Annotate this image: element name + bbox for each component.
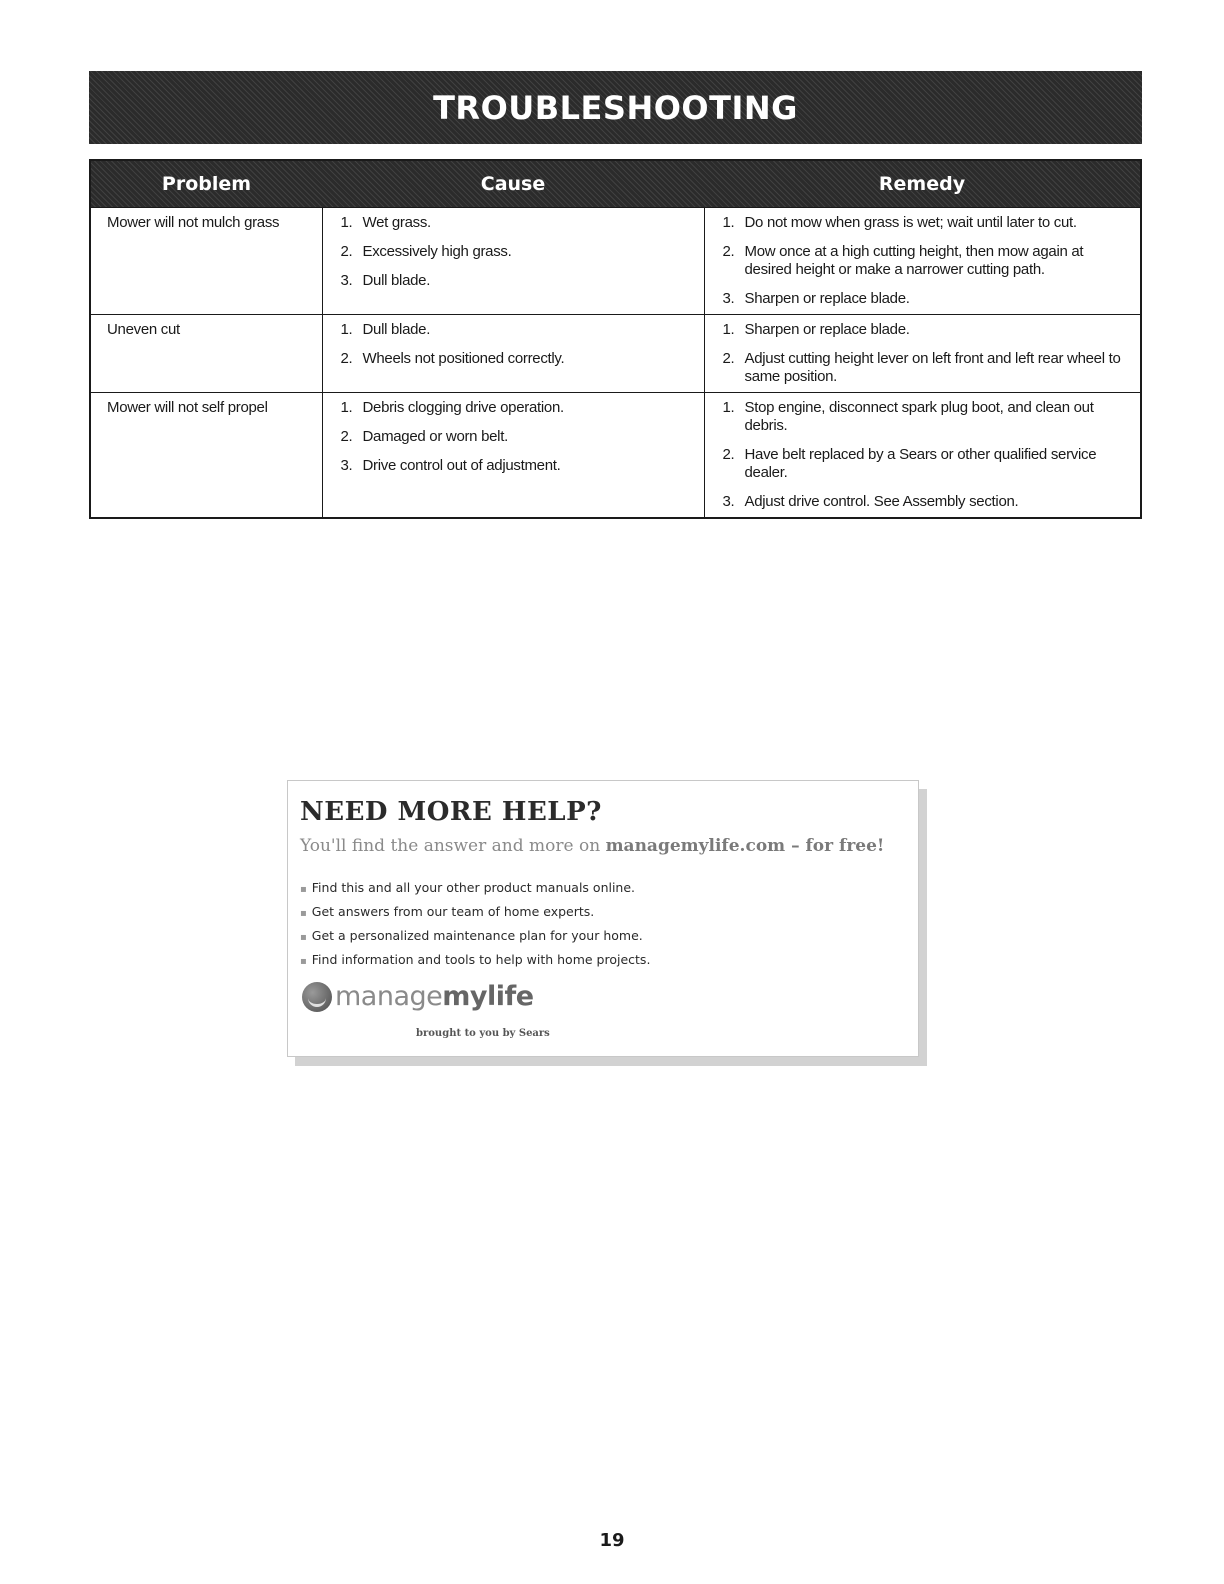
table-row	[90, 208, 1141, 315]
bullet-dot-icon: ▪	[300, 908, 307, 919]
troubleshooting-banner	[89, 71, 1142, 144]
help-bullet-item	[300, 948, 650, 972]
cause-item-text: Wheels not positioned correctly.	[362, 350, 565, 367]
remedy-item-text: Do not mow when grass is wet; wait until later to cut.	[744, 214, 1077, 231]
help-bullet-item	[300, 900, 650, 924]
cause-item	[341, 428, 696, 446]
help-bullet-item	[300, 924, 650, 948]
cause-item-text: Excessively high grass.	[362, 243, 512, 260]
help-bullet-text: Get answers from our team of home experts.	[311, 904, 595, 919]
remedy-item-text: Have belt replaced by a Sears or other qualified service dealer.	[744, 446, 1097, 481]
help-bullet-text: Find information and tools to help with home projects.	[311, 952, 651, 967]
cause-item-text: Dull blade.	[362, 321, 431, 338]
page-number: 19	[599, 1530, 625, 1551]
need-more-help-box	[287, 780, 919, 1057]
help-bullet-text: Find this and all your other product manuals online.	[311, 880, 636, 895]
cause-item-number: 2.	[340, 243, 353, 260]
remedy-item	[723, 290, 1133, 308]
cause-item-text: Damaged or worn belt.	[362, 428, 508, 445]
table-header-row	[90, 160, 1141, 208]
header-cause: Cause	[480, 173, 546, 195]
cause-cell	[322, 393, 704, 519]
help-bullet-text: Get a personalized maintenance plan for your home.	[311, 928, 643, 943]
cause-item-number: 1.	[340, 399, 353, 416]
logo-tagline: brought to you by Sears	[416, 1028, 550, 1039]
problem-cell: Mower will not self propel	[90, 393, 322, 519]
help-bullet-item	[300, 876, 650, 900]
remedy-item-number: 1.	[722, 214, 735, 231]
header-remedy: Remedy	[878, 173, 966, 195]
cause-cell	[322, 315, 704, 393]
remedy-item-number: 1.	[722, 399, 735, 416]
cause-item	[341, 399, 696, 417]
help-bullet-list	[300, 876, 650, 972]
bullet-dot-icon: ▪	[300, 932, 307, 943]
cause-item-number: 2.	[340, 428, 353, 445]
remedy-cell	[704, 208, 1141, 315]
cause-item-number: 3.	[340, 457, 353, 474]
cause-item-number: 2.	[340, 350, 353, 367]
cause-item	[341, 243, 696, 261]
help-subtitle-text: You'll find the answer and more on	[300, 836, 606, 856]
remedy-item	[723, 214, 1133, 232]
cause-item-text: Debris clogging drive operation.	[362, 399, 564, 416]
bullet-dot-icon: ▪	[300, 884, 307, 895]
table-row	[90, 393, 1141, 519]
problem-cell: Uneven cut	[90, 315, 322, 393]
cause-item-number: 1.	[340, 214, 353, 231]
remedy-item-text: Sharpen or replace blade.	[744, 290, 910, 307]
table-body	[90, 208, 1141, 519]
remedy-item-number: 3.	[722, 493, 735, 510]
logo-text-mylife: mylife	[442, 981, 534, 1012]
remedy-item-number: 2.	[722, 350, 735, 367]
cause-item	[341, 272, 696, 290]
remedy-cell	[704, 315, 1141, 393]
bullet-dot-icon: ▪	[300, 956, 307, 967]
problem-cell: Mower will not mulch grass	[90, 208, 322, 315]
cause-item-number: 3.	[340, 272, 353, 289]
remedy-item	[723, 321, 1133, 339]
logo-text	[335, 981, 534, 1012]
logo-text-manage: manage	[335, 981, 443, 1012]
remedy-item-number: 2.	[722, 243, 735, 260]
remedy-item	[723, 446, 1133, 482]
cause-item-text: Dull blade.	[362, 272, 431, 289]
help-subtitle	[300, 836, 884, 856]
cause-item	[341, 214, 696, 232]
remedy-item-text: Adjust drive control. See Assembly section.	[744, 493, 1019, 510]
header-problem: Problem	[161, 173, 252, 195]
remedy-item-text: Adjust cutting height lever on left front and left rear wheel to same position.	[744, 350, 1121, 385]
banner-title: TROUBLESHOOTING	[433, 88, 798, 127]
logo-swirl-icon	[302, 982, 332, 1012]
cause-item-number: 1.	[340, 321, 353, 338]
remedy-item-text: Sharpen or replace blade.	[744, 321, 910, 338]
remedy-item	[723, 493, 1133, 511]
troubleshooting-table	[89, 159, 1142, 519]
cause-item-text: Drive control out of adjustment.	[362, 457, 561, 474]
remedy-item-text: Stop engine, disconnect spark plug boot, and clean out debris.	[744, 399, 1094, 434]
remedy-item-text: Mow once at a high cutting height, then mow again at desired height or make a narrower cutting path.	[744, 243, 1084, 278]
help-title: NEED MORE HELP?	[300, 797, 602, 827]
cause-item	[341, 350, 696, 368]
help-subtitle-link[interactable]: managemylife.com – for free!	[605, 836, 885, 856]
cause-item	[341, 321, 696, 339]
remedy-item-number: 3.	[722, 290, 735, 307]
remedy-item-number: 1.	[722, 321, 735, 338]
cause-cell	[322, 208, 704, 315]
remedy-item	[723, 399, 1133, 435]
remedy-item	[723, 243, 1133, 279]
remedy-item	[723, 350, 1133, 386]
remedy-item-number: 2.	[722, 446, 735, 463]
managemylife-logo	[302, 981, 534, 1012]
cause-item	[341, 457, 696, 475]
remedy-cell	[704, 393, 1141, 519]
table-row	[90, 315, 1141, 393]
cause-item-text: Wet grass.	[362, 214, 431, 231]
